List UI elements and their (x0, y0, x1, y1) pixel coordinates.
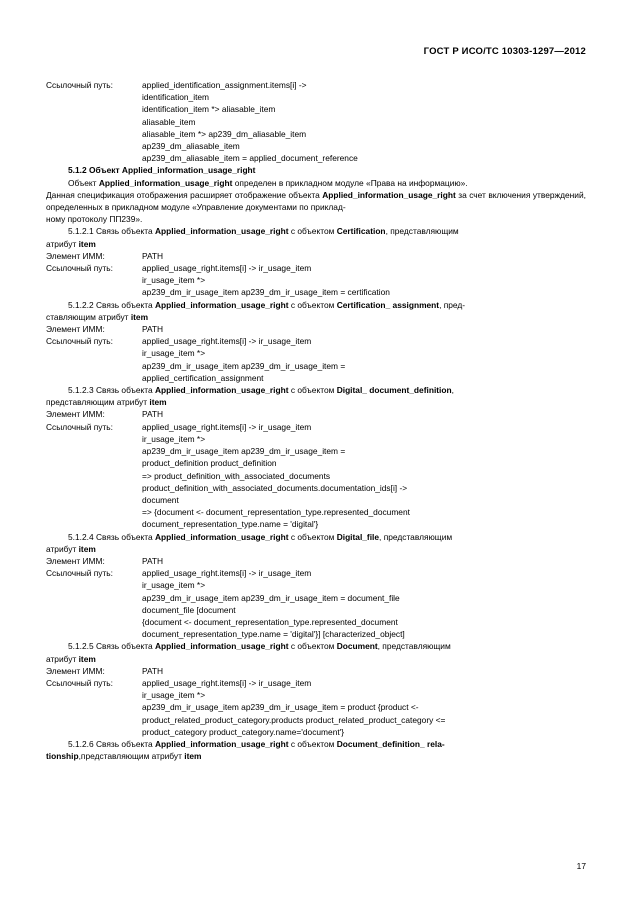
body-text: , представляющим (377, 641, 451, 652)
emphasis-text: Applied_information_usage_right (98, 177, 233, 188)
path-line (46, 335, 586, 347)
body-text: Данная спецификация отображения расширяет отображение объекта (46, 189, 323, 200)
key-value: PATH (142, 250, 164, 261)
path-line (46, 567, 586, 579)
body-text: ставляющим атрибут (46, 311, 131, 322)
path-line (46, 604, 586, 616)
body-text: с объектом (288, 385, 337, 396)
body-text: 5.1.2.6 Связь объекта (68, 738, 155, 749)
path-line (46, 494, 586, 506)
document-body (46, 79, 586, 762)
body-text: ному протоколу ПП239». (46, 214, 143, 225)
reference-path-block (46, 79, 586, 164)
path-line (46, 579, 586, 591)
emphasis-text: Document_definition_ rela- (336, 738, 445, 749)
path-label: Ссылочный путь: (46, 677, 113, 688)
body-text: представляющим атрибут (46, 397, 150, 408)
path-value: product_definition_with_associated_documents.documentation_ids[i] -> (142, 482, 408, 493)
body-text: ,представляющим атрибут (78, 751, 185, 762)
path-value: applied_identification_assignment.items[i] -> (142, 80, 307, 90)
emphasis-text: Applied_information_usage_right (154, 299, 289, 310)
subsection-heading-continuation (46, 653, 586, 665)
path-value: identification_item (142, 92, 210, 103)
path-line (46, 592, 586, 604)
path-value: ap239_dm_ir_usage_item ap239_dm_ir_usage_item = (142, 446, 346, 457)
emphasis-text: Document (336, 641, 378, 652)
body-text: атрибут (46, 543, 79, 554)
subsection-heading-continuation (46, 396, 586, 408)
path-value: aliasable_item *> ap239_dm_aliasable_item (142, 128, 307, 139)
reference-path-block (46, 421, 586, 531)
path-line (46, 274, 586, 286)
path-line (46, 714, 586, 726)
path-line (46, 103, 586, 115)
path-line (46, 457, 586, 469)
key-value-row (46, 250, 586, 262)
key-value: PATH (142, 665, 164, 676)
path-line (46, 128, 586, 140)
path-label: Ссылочный путь: (46, 568, 113, 579)
page-number: 17 (576, 861, 586, 871)
emphasis-text: Applied_information_usage_right (154, 738, 289, 749)
emphasis-text: tionship (46, 751, 79, 762)
path-line (46, 518, 586, 530)
path-label: Ссылочный путь: (46, 421, 113, 432)
path-line (46, 677, 586, 689)
path-value: applied_usage_right.items[i] -> ir_usage_item (142, 677, 312, 688)
emphasis-text: Applied_information_usage_right (154, 531, 289, 542)
body-text: 5.1.2.3 Связь объекта (68, 385, 155, 396)
path-line (46, 152, 586, 164)
path-line (46, 628, 586, 640)
page-header: ГОСТ Р ИСО/ТС 10303-1297—2012 (423, 46, 586, 57)
paragraph-continuation (46, 189, 586, 213)
body-text: с объектом (288, 531, 337, 542)
emphasis-text: item (78, 543, 96, 554)
body-text: 5.1.2.1 Связь объекта (68, 226, 155, 237)
emphasis-text: item (184, 751, 202, 762)
key-label: Элемент ИММ: (46, 665, 105, 676)
path-line (46, 689, 586, 701)
paragraph (46, 177, 586, 189)
key-value-row (46, 323, 586, 335)
path-line (46, 482, 586, 494)
subsection-heading (46, 299, 586, 311)
path-line (46, 262, 586, 274)
path-line (46, 116, 586, 128)
subsection-heading (46, 384, 586, 396)
emphasis-text: item (78, 653, 96, 664)
path-value: ap239_dm_ir_usage_item ap239_dm_ir_usage_item = product {product <- (142, 702, 419, 713)
emphasis-text: item (130, 311, 149, 322)
path-value: document_representation_type.name = 'digital'}] [characterized_object] (142, 629, 405, 640)
key-value-row (46, 665, 586, 677)
reference-path-block (46, 262, 586, 299)
path-label: Ссылочный путь: (46, 80, 113, 90)
emphasis-text: item (149, 397, 167, 408)
body-text: Объект (68, 177, 99, 188)
body-text: 5.1.2.5 Связь объекта (68, 641, 155, 652)
path-value: ap239_dm_aliasable_item (142, 141, 240, 152)
path-line (46, 470, 586, 482)
subsection-heading-continuation (46, 543, 586, 555)
path-value: => {document <- document_representation_type.represented_document (142, 507, 410, 518)
path-value: product_definition product_definition (142, 458, 277, 469)
body-text: 5.1.2.2 Связь объекта (68, 299, 155, 310)
path-value: product_category product_category.name='document'} (142, 726, 345, 737)
emphasis-text: Applied_information_usage_right (322, 189, 456, 200)
path-line (46, 421, 586, 433)
path-value: document (142, 494, 179, 505)
path-line (46, 286, 586, 298)
path-line (46, 91, 586, 103)
emphasis-text: Digital_ document_definition (336, 385, 452, 396)
path-value: ap239_dm_ir_usage_item ap239_dm_ir_usage_item = document_file (142, 592, 400, 603)
path-line (46, 347, 586, 359)
path-value: applied_usage_right.items[i] -> ir_usage_item (142, 263, 312, 274)
subsection-heading-continuation (46, 750, 586, 762)
path-value: document_representation_type.name = 'digital'} (142, 519, 319, 530)
path-label: Ссылочный путь: (46, 263, 113, 274)
subsection-heading (46, 640, 586, 652)
key-label: Элемент ИММ: (46, 409, 105, 420)
path-value: ir_usage_item *> (142, 275, 206, 286)
subsection-heading-continuation (46, 311, 586, 323)
path-line (46, 616, 586, 628)
key-value: PATH (142, 555, 164, 566)
path-value: applied_usage_right.items[i] -> ir_usage_item (142, 336, 312, 347)
key-label: Элемент ИММ: (46, 324, 105, 335)
path-value: product_related_product_category.products product_related_product_category <= (142, 714, 446, 725)
body-text: , представляющим (385, 226, 459, 237)
path-line (46, 506, 586, 518)
path-value: ap239_dm_ir_usage_item ap239_dm_ir_usage_item = certification (142, 287, 390, 298)
path-value: applied_certification_assignment (142, 372, 264, 383)
subsection-heading (46, 531, 586, 543)
paragraph-continuation (46, 213, 586, 225)
body-text: определен в прикладном модуле «Права на информацию». (232, 177, 468, 188)
key-label: Элемент ИММ: (46, 555, 105, 566)
emphasis-text: Certification (336, 226, 386, 237)
path-value: identification_item *> aliasable_item (142, 104, 276, 115)
path-value: ir_usage_item *> (142, 690, 206, 701)
path-value: aliasable_item (142, 116, 196, 127)
key-value: PATH (142, 324, 164, 335)
path-line (46, 360, 586, 372)
key-label: Элемент ИММ: (46, 250, 105, 261)
emphasis-text: Applied_information_usage_right (154, 641, 289, 652)
body-text: атрибут (46, 238, 79, 249)
path-value: document_file [document (142, 604, 236, 615)
body-text: , (451, 385, 454, 396)
emphasis-text: item (78, 238, 96, 249)
reference-path-block (46, 567, 586, 640)
emphasis-text: Certification_ assignment (336, 299, 440, 310)
path-line (46, 726, 586, 738)
path-line (46, 79, 586, 91)
body-text: 5.1.2.4 Связь объекта (68, 531, 155, 542)
subsection-heading (46, 738, 586, 750)
path-line (46, 372, 586, 384)
path-value: {document <- document_representation_type.represented_document (142, 616, 398, 627)
body-text: с объектом (288, 299, 337, 310)
body-text: с объектом (288, 738, 337, 749)
path-line (46, 140, 586, 152)
path-line (46, 445, 586, 457)
path-line (46, 433, 586, 445)
path-value: applied_usage_right.items[i] -> ir_usage_item (142, 421, 312, 432)
body-text: с объектом (288, 641, 337, 652)
emphasis-text: Applied_information_usage_right (154, 385, 289, 396)
body-text: с объектом (288, 226, 337, 237)
path-label: Ссылочный путь: (46, 336, 113, 347)
emphasis-text: Digital_file (336, 531, 380, 542)
path-line (46, 701, 586, 713)
key-value-row (46, 408, 586, 420)
section-heading: 5.1.2 Объект Applied_information_usage_right (68, 165, 256, 176)
body-text: , пред- (439, 299, 466, 310)
body-text: атрибут (46, 653, 79, 664)
reference-path-block (46, 677, 586, 738)
path-value: ir_usage_item *> (142, 348, 206, 359)
body-text: за счет включения утверждений, определенных в прикладном модуле «Управление документами по приклад- (46, 189, 586, 213)
path-value: applied_usage_right.items[i] -> ir_usage_item (142, 568, 312, 579)
reference-path-block (46, 335, 586, 384)
key-value: PATH (142, 409, 164, 420)
subsection-heading (46, 225, 586, 237)
subsection-heading-continuation (46, 238, 586, 250)
path-value: => product_definition_with_associated_documents (142, 470, 331, 481)
path-value: ir_usage_item *> (142, 433, 206, 444)
key-value-row (46, 555, 586, 567)
path-value: ap239_dm_aliasable_item = applied_document_reference (142, 153, 358, 164)
body-text: , представляющим (379, 531, 453, 542)
path-value: ir_usage_item *> (142, 580, 206, 591)
emphasis-text: Applied_information_usage_right (154, 226, 289, 237)
path-value: ap239_dm_ir_usage_item ap239_dm_ir_usage_item = (142, 360, 346, 371)
